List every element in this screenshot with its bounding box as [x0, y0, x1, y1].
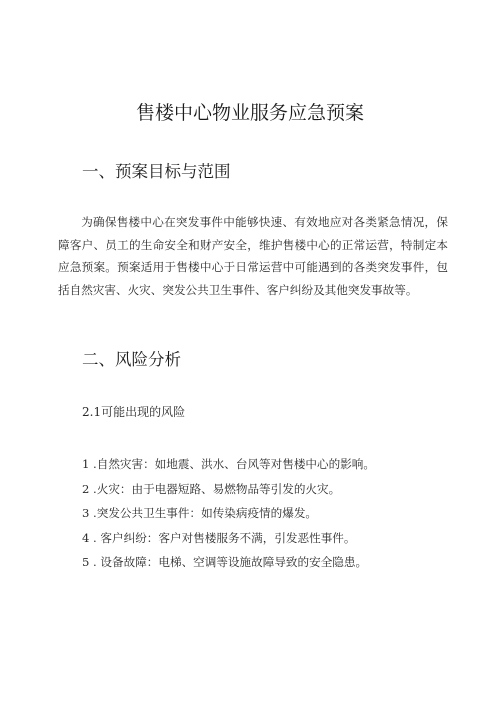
risk-item-public-health: 3 .突发公共卫生事件：如传染病疫情的爆发。	[82, 506, 318, 520]
risk-item-fire: 2 .火灾：由于电器短路、易燃物品等引发的火灾。	[82, 481, 341, 496]
risk-item-natural-disaster: 1 .自然灾害：如地震、洪水、台风等对售楼中心的影响。	[82, 457, 375, 471]
risk-list	[82, 455, 375, 578]
section-heading-goals-scope: 一、预案目标与范围	[82, 162, 231, 181]
risk-item-customer-dispute: 4 . 客户纠纷：客户对售楼服务不满，引发恶性事件。	[82, 530, 356, 545]
risk-item-equipment-failure: 5 . 设备故障：电梯、空调等设施故障导致的安全隐患。	[82, 555, 368, 569]
document-title: 售楼中心物业服务应急预案	[135, 102, 364, 124]
subsection-heading-possible-risks: 2.1可能出现的风险	[82, 405, 186, 419]
section-heading-risk-analysis: 二、风险分析	[82, 350, 181, 369]
section-paragraph-goals-scope: 为确保售楼中心在突发事件中能够快速、有效地应对各类紧急情况，保障客户、员工的生命安全和财产安全，维护售楼中心的正常运营，特制定本应急预案。预案适用于售楼中心于日常运营中可能遇到的各类突发事件，包括自然灾害、火灾、突发公共卫生事件、客户纠纷及其他突发事故等。	[58, 215, 448, 297]
